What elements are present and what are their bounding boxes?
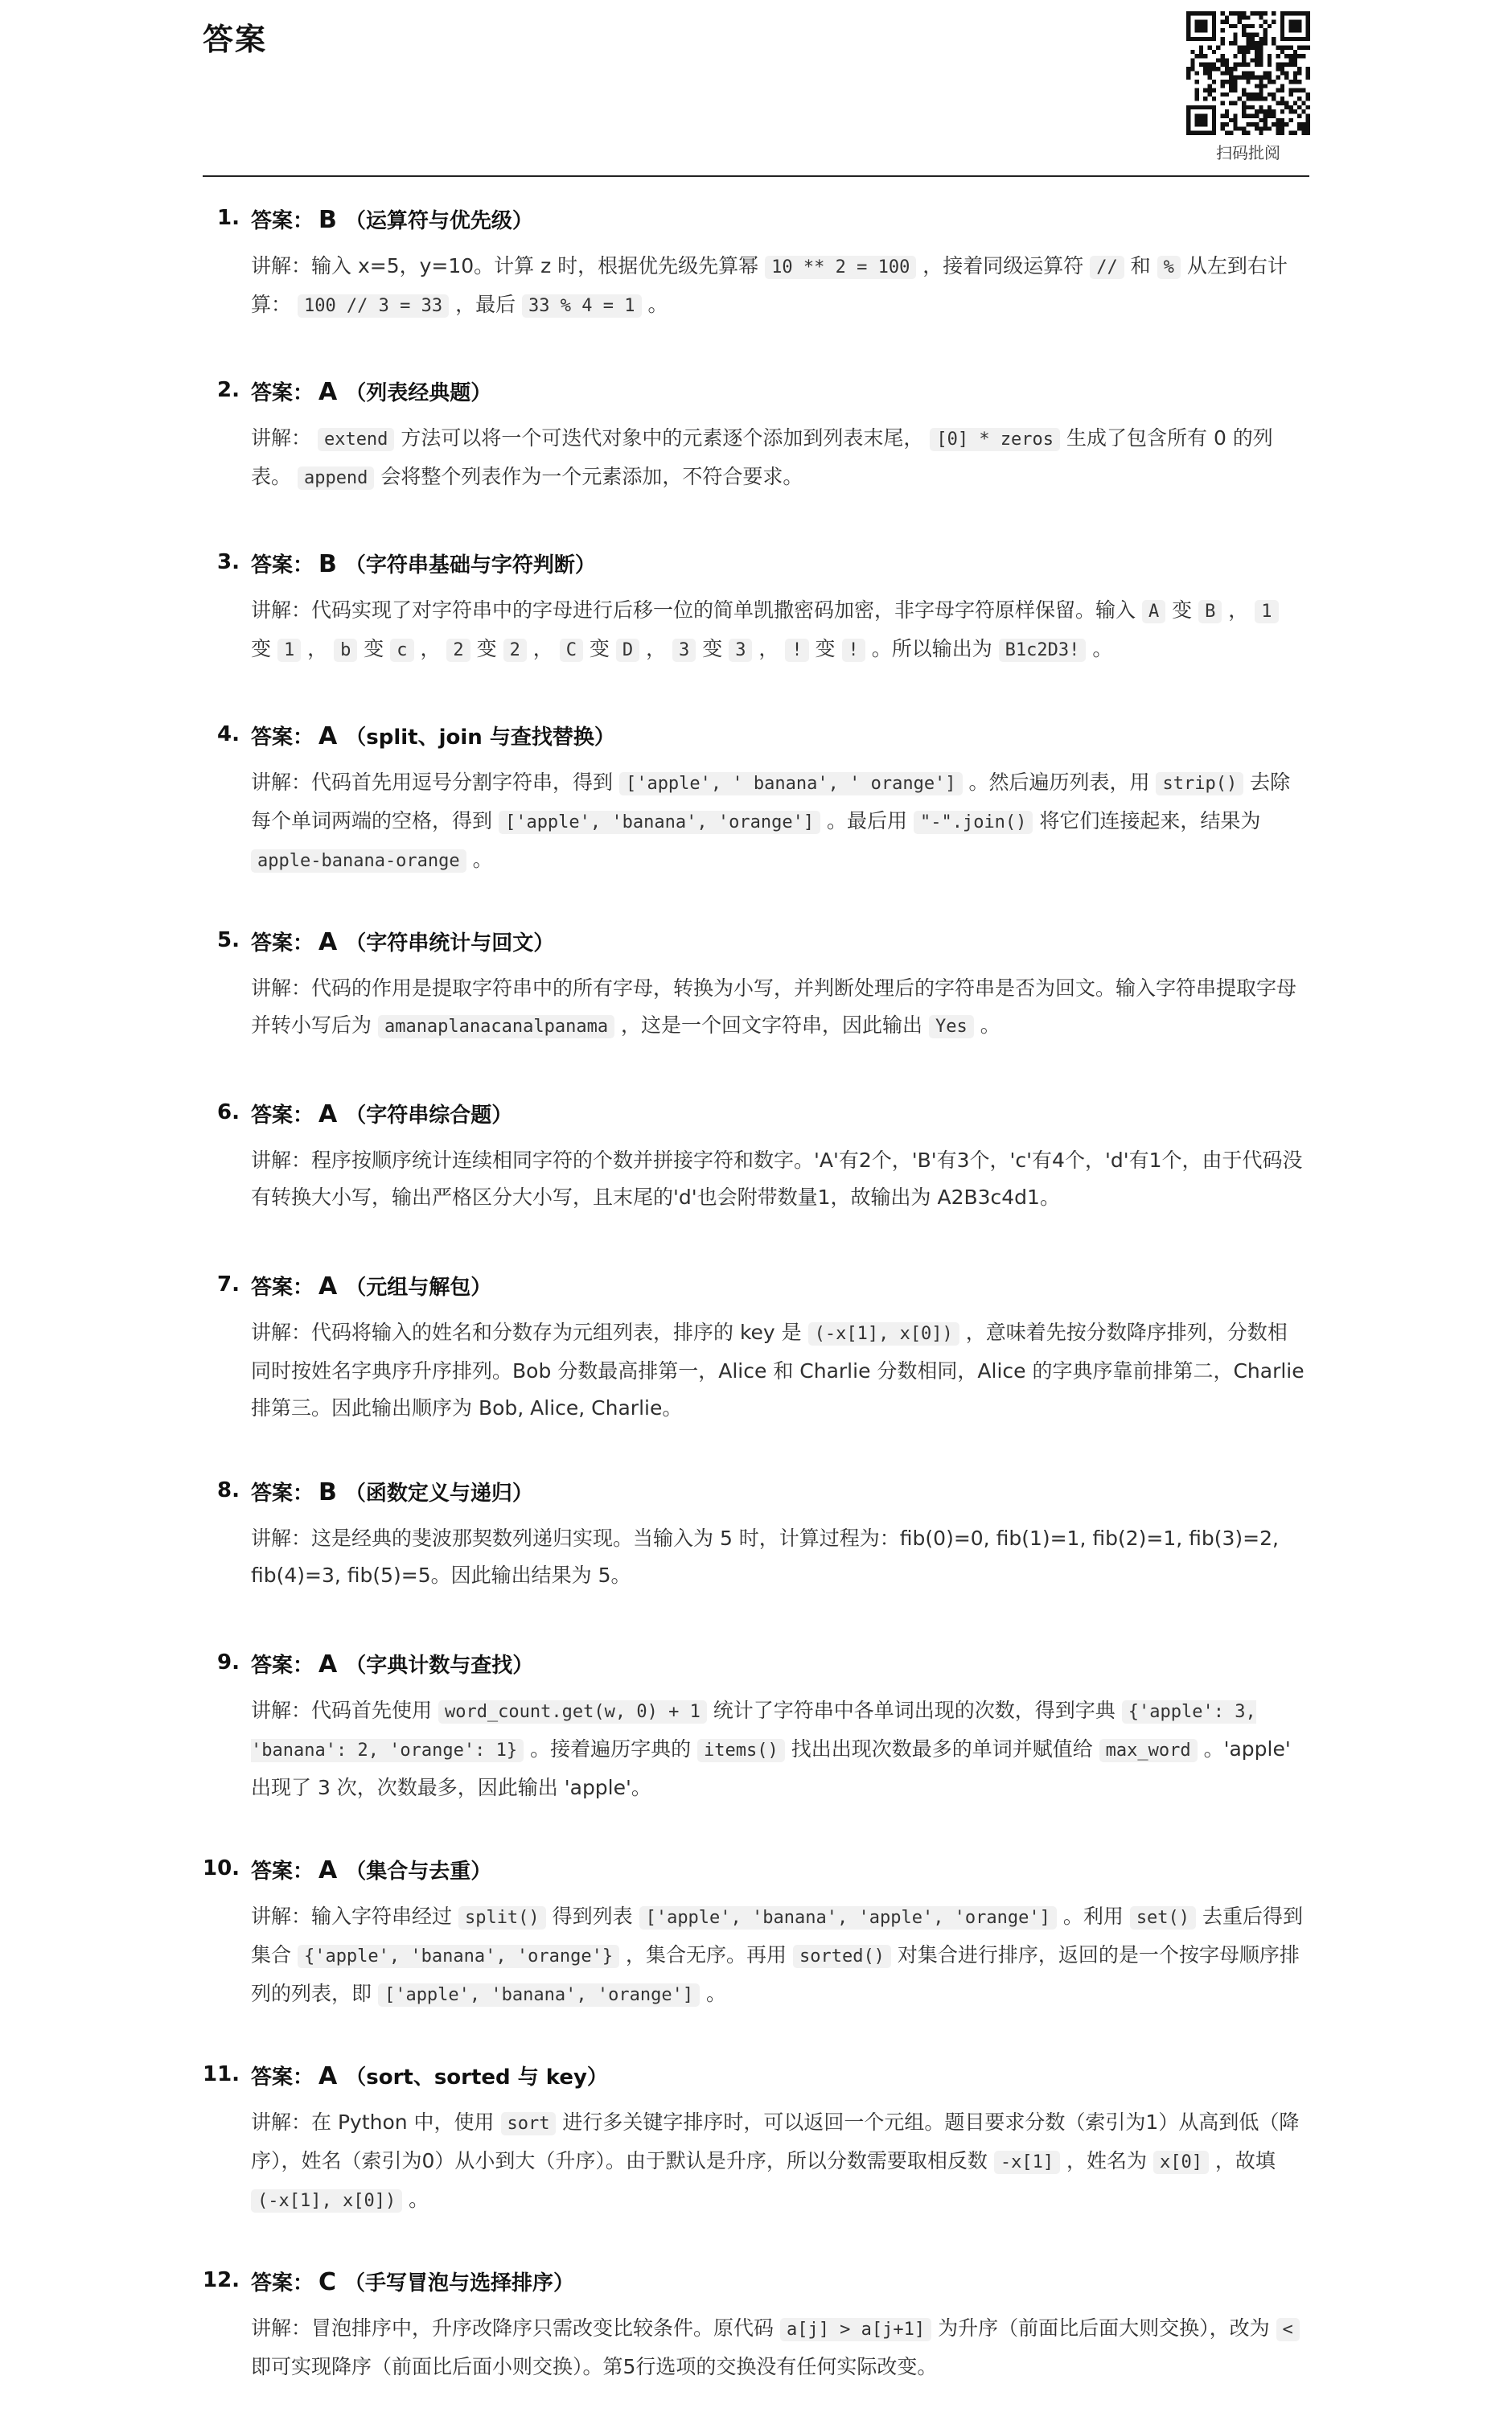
answer-label: 答案： — [251, 1654, 314, 1678]
answer-explanation: 讲解：代码实现了对字符串中的字母进行后移一位的简单凯撒密码加密，非字母字符原样保留。输入 A 变 B ， 1 变 1 ， b 变 c ， 2 变 2 ， C 变 D ， 3 变 3 ， ! 变 ! 。所以输出为 B1c2D3! 。 — [251, 592, 1305, 669]
answer-body — [251, 711, 1305, 917]
inline-code: 1 — [1255, 600, 1278, 623]
answer-body — [251, 1089, 1305, 1261]
answer-topic: （运算符与优先级） — [344, 209, 533, 233]
inline-code: < — [1276, 2318, 1300, 2341]
inline-code: split() — [458, 1906, 546, 1930]
inline-code: word_count.get(w, 0) + 1 — [438, 1700, 707, 1724]
inline-code: B1c2D3! — [999, 639, 1087, 662]
inline-code: A — [1142, 600, 1165, 623]
inline-code: {'apple': 3, 'banana': 2, 'orange': 1} — [251, 1702, 1256, 1761]
answer-label: 答案： — [251, 1860, 314, 1884]
answer-topic: （手写冒泡与选择排序） — [344, 2271, 575, 2295]
answer-body — [251, 1467, 1305, 1639]
inline-code: apple-banana-orange — [251, 849, 466, 873]
answer-item — [203, 1845, 1309, 2051]
answer-heading — [251, 1845, 1305, 1887]
answer-topic: （字符串统计与回文） — [345, 931, 555, 956]
answer-letter: A — [318, 1856, 338, 1884]
answer-body — [251, 2051, 1305, 2257]
inline-code: C — [560, 639, 583, 662]
answer-explanation: 讲解：在 Python 中，使用 sort 进行多关键字排序时，可以返回一个元组。题目要求分数（索引为1）从高到低（降序），姓名（索引为0）从小到大（升序）。由于默认是升序，所以分数需要取相反数 -x[1] ，姓名为 x[0] ，故填 (-x[1], x[0]) 。 — [251, 2110, 1300, 2211]
answer-heading — [251, 711, 1305, 753]
answer-label: 答案： — [251, 2065, 314, 2090]
inline-code: ['apple', 'banana', 'orange'] — [378, 1983, 700, 2007]
answer-letter: A — [318, 1100, 338, 1128]
inline-code: append — [298, 466, 374, 490]
answer-heading — [251, 539, 1305, 581]
answer-explanation: 讲解：这是经典的斐波那契数列递归实现。当输入为 5 时，计算过程为：fib(0)=0, fib(1)=1, fib(2)=1, fib(3)=2, fib(4)=3, fib(5)=5。因此输出结果为 5。 — [251, 1527, 1279, 1587]
inline-code: D — [616, 639, 639, 662]
answer-body — [251, 917, 1305, 1089]
answer-body — [251, 195, 1305, 367]
inline-code: 3 — [729, 639, 752, 662]
inline-code: a[j] > a[j+1] — [780, 2318, 931, 2341]
inline-code: ! — [785, 639, 808, 662]
question-number: 12. — [203, 2268, 240, 2292]
answer-item — [203, 195, 1309, 367]
answer-item — [203, 2051, 1309, 2257]
inline-code: x[0] — [1153, 2151, 1209, 2174]
answer-letter: A — [318, 928, 338, 956]
inline-code: B — [1198, 600, 1222, 623]
answer-explanation: 讲解：代码首先用逗号分割字符串，得到 ['apple', ' banana', ' orange'] 。然后遍历列表，用 strip() 去除每个单词两端的空格，得到 ['apple', 'banana', 'orange'] 。最后用 "-".join() 将它们连接起来，结果为 apple-banana-orange 。 — [251, 771, 1291, 871]
question-number: 8. — [217, 1478, 240, 1502]
answer-topic: （sort、sorted 与 key） — [345, 2065, 608, 2090]
answer-body — [251, 367, 1305, 539]
answer-explanation: 讲解：输入 x=5，y=10。计算 z 时，根据优先级先算幂 10 ** 2 = 100 ，接着同级运算符 // 和 % 从左到右计算： 100 // 3 = 33 ，最后 33 % 4 = 1 。 — [251, 254, 1288, 316]
answer-topic: （字典计数与查找） — [345, 1654, 534, 1678]
answer-item — [203, 1261, 1309, 1467]
inline-code: items() — [697, 1739, 785, 1762]
inline-code: b — [334, 639, 357, 662]
answer-letter: B — [318, 1478, 337, 1506]
inline-code: {'apple', 'banana', 'orange'} — [298, 1945, 619, 1968]
inline-code: // — [1090, 256, 1124, 279]
inline-code: c — [390, 639, 413, 662]
inline-code: extend — [318, 428, 394, 451]
answer-topic: （元组与解包） — [345, 1276, 492, 1300]
qr-caption: 扫码批阅 — [1216, 143, 1280, 162]
answer-body — [251, 539, 1305, 711]
inline-code: ! — [842, 639, 865, 662]
answer-topic: （split、join 与查找替换） — [345, 725, 615, 750]
qr-block — [1186, 11, 1310, 163]
answer-item — [203, 2257, 1309, 2429]
answer-topic: （字符串基础与字符判断） — [344, 553, 596, 577]
inline-code: -x[1] — [994, 2151, 1060, 2174]
answer-heading — [251, 1467, 1305, 1509]
answer-label: 答案： — [251, 2271, 314, 2295]
answer-topic: （函数定义与递归） — [344, 1482, 533, 1506]
inline-code: ['apple', 'banana', 'apple', 'orange'] — [639, 1906, 1057, 1930]
question-number: 6. — [217, 1100, 240, 1124]
answer-explanation: 讲解：冒泡排序中，升序改降序只需改变比较条件。原代码 a[j] > a[j+1] 为升序（前面比后面大则交换），改为 < 即可实现降序（前面比后面小则交换）。第5行选项的交换没有任何实际改变。 — [251, 2310, 1305, 2386]
inline-code: 10 ** 2 = 100 — [765, 256, 916, 279]
answer-item — [203, 1639, 1309, 1845]
answer-letter: A — [318, 2062, 338, 2090]
question-number: 2. — [217, 378, 240, 402]
answer-label: 答案： — [251, 209, 314, 233]
qr-code-icon[interactable] — [1186, 11, 1310, 135]
answer-explanation: 讲解：代码的作用是提取字符串中的所有字母，转换为小写，并判断处理后的字符串是否为回文。输入字符串提取字母并转小写后为 amanaplanacanalpanama ，这是一个回文字符串，因此输出 Yes 。 — [251, 976, 1297, 1037]
answer-body — [251, 1261, 1305, 1467]
answer-letter: B — [318, 550, 337, 578]
question-number: 4. — [217, 722, 240, 746]
answer-explanation: 讲解：代码将输入的姓名和分数存为元组列表，排序的 key 是 (-x[1], x[0]) ，意味着先按分数降序排列，分数相同时按姓名字典序升序排列。Bob 分数最高排第一，Alice 和 Charlie 分数相同，Alice 的字典序靠前排第二，Charlie 排第三。因此输出顺序为 Bob, Alice, Charlie。 — [251, 1321, 1305, 1420]
inline-code: sort — [501, 2112, 557, 2135]
question-number: 9. — [217, 1650, 240, 1675]
answer-heading — [251, 917, 1305, 959]
answer-letter: A — [318, 722, 338, 750]
answer-letter: B — [318, 206, 337, 234]
answer-item — [203, 367, 1309, 539]
answer-heading — [251, 1261, 1305, 1303]
question-number: 11. — [203, 2062, 240, 2086]
answer-heading — [251, 195, 1305, 236]
answer-label: 答案： — [251, 381, 314, 405]
answer-heading — [251, 2051, 1305, 2093]
inline-code: [0] * zeros — [930, 428, 1060, 451]
answer-body — [251, 1639, 1305, 1845]
inline-code: Yes — [929, 1015, 974, 1038]
question-number: 10. — [203, 1856, 240, 1880]
inline-code: "-".join() — [914, 811, 1033, 834]
question-number: 1. — [217, 206, 240, 230]
answer-explanation: 讲解：输入字符串经过 split() 得到列表 ['apple', 'banana', 'apple', 'orange'] 。利用 set() 去重后得到集合 {'apple', 'banana', 'orange'} ，集合无序。再用 sorted() 对集合进行排序，返回的是一个按字母顺序排列的列表，即 ['apple', 'banana', 'orange'] 。 — [251, 1905, 1303, 2005]
question-number: 7. — [217, 1272, 240, 1297]
inline-code: 33 % 4 = 1 — [522, 294, 641, 318]
answer-label: 答案： — [251, 725, 314, 750]
answer-letter: A — [318, 1272, 338, 1301]
inline-code: amanaplanacanalpanama — [378, 1015, 614, 1038]
answer-topic: （集合与去重） — [345, 1860, 492, 1884]
inline-code: % — [1157, 256, 1181, 279]
answer-label: 答案： — [251, 1276, 314, 1300]
inline-code: (-x[1], x[0]) — [808, 1322, 959, 1346]
inline-code: 2 — [503, 639, 527, 662]
answer-heading — [251, 367, 1305, 409]
answer-heading — [251, 1089, 1305, 1131]
answer-body — [251, 2257, 1305, 2429]
answer-letter: A — [318, 378, 338, 406]
inline-code: max_word — [1099, 1739, 1198, 1762]
answer-item — [203, 1089, 1309, 1261]
inline-code: ['apple', 'banana', 'orange'] — [499, 811, 820, 834]
inline-code: ['apple', ' banana', ' orange'] — [619, 772, 963, 795]
answer-letter: A — [318, 1650, 338, 1679]
answer-explanation: 讲解：代码首先使用 word_count.get(w, 0) + 1 统计了字符串中各单词出现的次数，得到字典 {'apple': 3, 'banana': 2, 'orange': 1} 。接着遍历字典的 items() 找出出现次数最多的单词并赋值给 max_word 。'apple' 出现了 3 次，次数最多，因此输出 'apple'。 — [251, 1699, 1291, 1799]
inline-code: sorted() — [793, 1945, 891, 1968]
answer-item — [203, 917, 1309, 1089]
answer-item — [203, 711, 1309, 917]
header-divider — [203, 175, 1309, 177]
answer-label: 答案： — [251, 1104, 314, 1128]
answer-item — [203, 1467, 1309, 1639]
page-title: 答案 — [203, 22, 268, 57]
answer-heading — [251, 2257, 1305, 2299]
inline-code: 100 // 3 = 33 — [298, 294, 449, 318]
inline-code: 2 — [446, 639, 470, 662]
question-number: 5. — [217, 928, 240, 952]
answer-explanation: 讲解：程序按顺序统计连续相同字符的个数并拼接字符和数字。'A'有2个，'B'有3个，'c'有4个，'d'有1个，由于代码没有转换大小写，输出严格区分大小写，且末尾的'd'也会附带数量1，故输出为 A2B3c4d1。 — [251, 1149, 1303, 1209]
inline-code: 3 — [672, 639, 696, 662]
answer-heading — [251, 1639, 1305, 1681]
answer-list — [203, 195, 1309, 2429]
answer-topic: （字符串综合题） — [345, 1104, 513, 1128]
answer-letter: C — [318, 2268, 337, 2296]
inline-code: strip() — [1156, 772, 1243, 795]
answer-label: 答案： — [251, 931, 314, 956]
inline-code: 1 — [277, 639, 301, 662]
answer-item — [203, 539, 1309, 711]
answer-topic: （列表经典题） — [345, 381, 492, 405]
inline-code: (-x[1], x[0]) — [251, 2189, 402, 2213]
question-number: 3. — [217, 550, 240, 574]
answer-body — [251, 1845, 1305, 2051]
answer-label: 答案： — [251, 1482, 314, 1506]
inline-code: set() — [1130, 1906, 1196, 1930]
answer-label: 答案： — [251, 553, 314, 577]
answer-explanation: 讲解： extend 方法可以将一个可迭代对象中的元素逐个添加到列表末尾， [0] * zeros 生成了包含所有 0 的列表。 append 会将整个列表作为一个元素添加，不符合要求。 — [251, 426, 1273, 488]
